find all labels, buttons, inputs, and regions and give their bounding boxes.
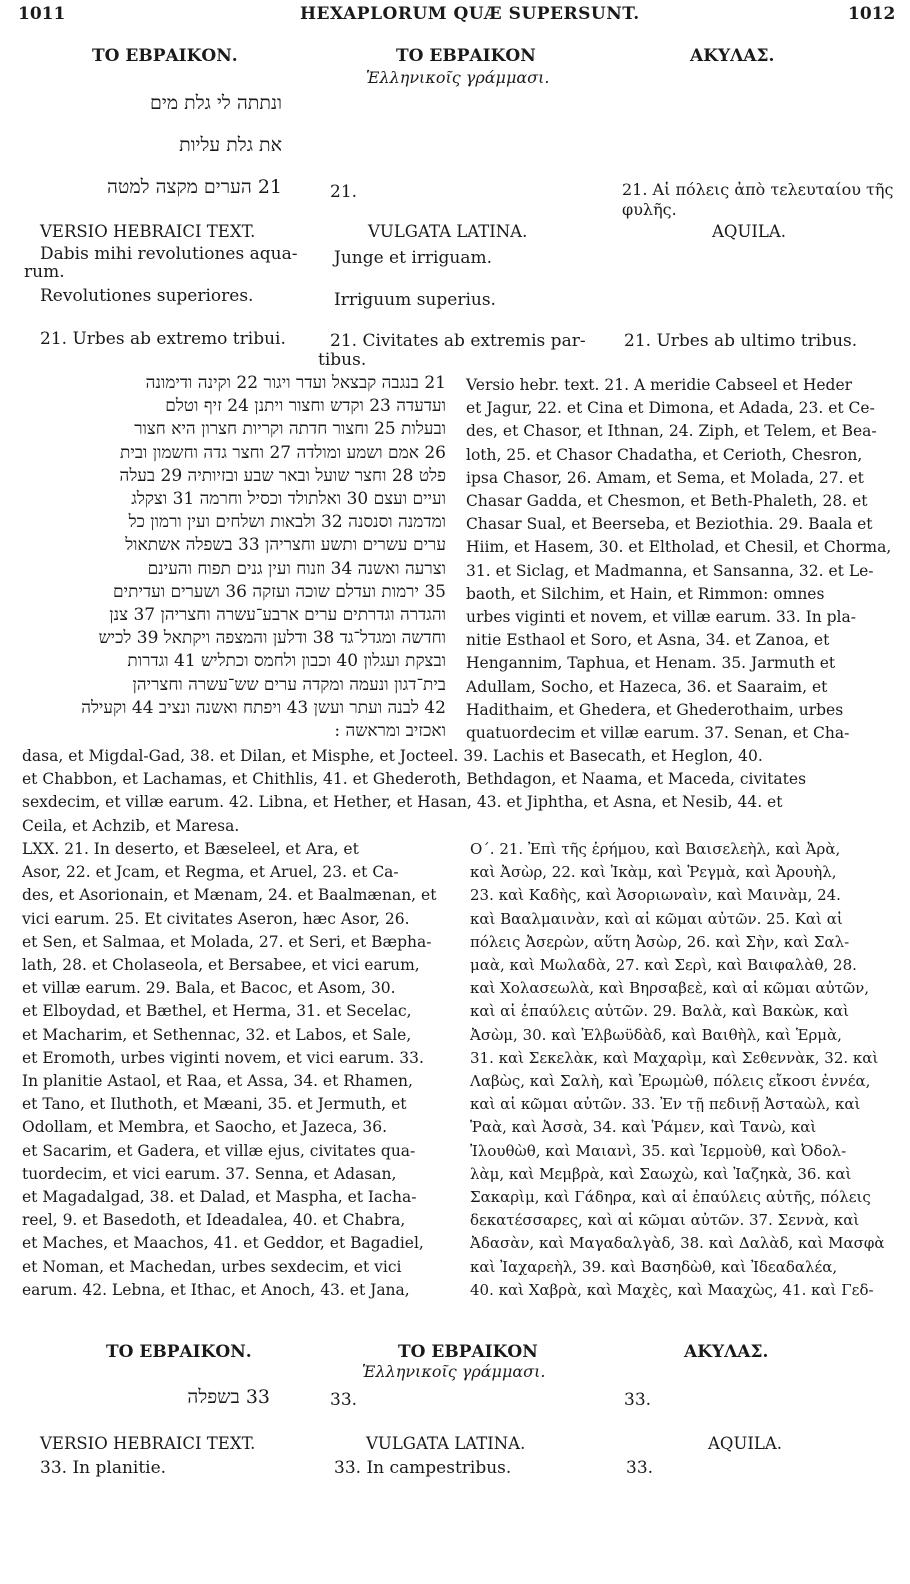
- bottom-hebrew-v33: 33 בשפלה: [187, 1386, 270, 1408]
- hebrew-line-1: ונתתה לי גלת מים: [150, 92, 282, 114]
- versio-line: Chasar Sual, et Beerseba, et Beziothia. 29. Baala et: [466, 515, 873, 534]
- vulgate-3b: tibus.: [318, 350, 367, 370]
- lxx-greek-line: 40. καὶ Χαβρὰ, καὶ Μαχὲς, καὶ Μααχὼς, 41. καὶ Γεδ-: [470, 1280, 874, 1299]
- lxx-latin-line: lath, 28. et Cholaseola, et Bersabee, et vici earum,: [22, 956, 420, 975]
- hebrew-block-line: 42 לבנה ועתר ועשן 43 ויפתח ואשנה ונציב 44 וקעילה: [81, 697, 446, 718]
- hebrew-block-line: ובעלות 25 וחצור חדתה וקריות חצרון היא חצור: [134, 419, 446, 440]
- lxx-greek-line: Σακαρὶμ, καὶ Γάδηρα, καὶ αἱ ἐπαύλεις αὐτῆς, πόλεις: [470, 1188, 871, 1207]
- vulgate-2: Irriguum superius.: [334, 290, 496, 310]
- lxx-greek-line: λὰμ, καὶ Μεμβρὰ, καὶ Σαωχὼ, καὶ Ἰαζηκὰ, 36. καὶ: [470, 1164, 852, 1183]
- lxx-latin-line: earum. 42. Lebna, et Ithac, et Anoch, 43. et Jana,: [22, 1280, 410, 1299]
- latin-hebrew-3: 21. Urbes ab extremo tribui.: [40, 329, 286, 349]
- latin-hebrew-1a: Dabis mihi revolutiones aqua-: [40, 244, 298, 264]
- continuation-line: et Chabbon, et Lachamas, et Chithlis, 41. et Ghederoth, Bethdagon, et Naama, et Maceda, civitates: [22, 770, 807, 789]
- lxx-greek-line: καὶ Βααλμαινὰν, καὶ αἱ κῶμαι αὐτῶν. 25. Καὶ αἱ: [470, 909, 843, 928]
- versio-line: loth, 25. et Chasor Chadatha, et Cerioth, Chesron,: [466, 445, 863, 464]
- hebrew-block-line: בית־דגון ונעמה ומקדה ערים שש־עשרה וחצריהן: [132, 674, 446, 695]
- running-title: HEXAPLORUM QUÆ SUPERSUNT.: [300, 4, 640, 24]
- hebrew-block-line: ומדמנה וסנסנה 32 ולבאות ושלחים ועין ורמון כל: [128, 512, 446, 533]
- lxx-latin-line: reel, 9. et Basedoth, et Ideadalea, 40. et Chabra,: [22, 1211, 406, 1230]
- column-title-hebrew: ΤΟ ΕΒΡΑΙΚΟΝ.: [92, 46, 238, 66]
- versio-line: et Jagur, 22. et Cina et Dimona, et Adada, 23. et Ce-: [466, 399, 875, 418]
- lxx-greek-line: καὶ αἱ κῶμαι αὐτῶν. 33. Ἐν τῇ πεδινῇ Ἀσταὼλ, καὶ: [470, 1095, 861, 1114]
- column-title-aquila: ΑΚΥΛΑΣ.: [690, 46, 775, 66]
- lxx-greek-line: Ἰλουθὼθ, καὶ Μαιανὶ, 35. καὶ Ἰερμοὺθ, καὶ Ὀδολ-: [470, 1141, 847, 1160]
- lxx-latin-line: vici earum. 25. Et civitates Aseron, hæc Asor, 26.: [22, 909, 410, 928]
- bottom-transliteration-v33: 33.: [330, 1390, 358, 1410]
- continuation-line: dasa, et Migdal-Gad, 38. et Dilan, et Misphe, et Jocteel. 39. Lachis et Basecath, et Heglon, 40.: [22, 747, 763, 765]
- versio-line: Adullam, Socho, et Hazeca, 36. et Saaraim, et: [466, 677, 828, 696]
- versio-line: Hengannim, Taphua, et Henam. 35. Jarmuth et: [466, 654, 836, 673]
- hebrew-block-line: 26 אמם ושמע ומולדה 27 וחצר גדה וחשמון ובית: [120, 442, 446, 463]
- aquila-latin-21: 21. Urbes ab ultimo tribus.: [624, 331, 858, 351]
- lxx-greek-line: μαὰ, καὶ Μωλαδὰ, 27. καὶ Σερὶ, καὶ Βαιφαλὰθ, 28.: [470, 956, 857, 975]
- lxx-greek-line: δεκατέσσαρες, καὶ αἱ κῶμαι αὐτῶν. 37. Σεννὰ, καὶ: [470, 1211, 860, 1230]
- versio-line: urbes viginti et novem, et villæ earum. 33. In pla-: [466, 608, 856, 627]
- lxx-latin-line: Asor, 22. et Jcam, et Regma, et Aruel, 23. et Ca-: [22, 863, 399, 882]
- bottom-column-subtitle-transliteration: Ἑλληνικοῖς γράμμασι.: [362, 1362, 546, 1381]
- lxx-latin-line: et Maches, et Maachos, 41. et Geddor, et Bagadiel,: [22, 1234, 424, 1253]
- versio-hebraica-block: [466, 374, 892, 745]
- versio-line: des, et Chasor, et Ithnan, 24. Ziph, et Telem, et Bea-: [466, 422, 877, 441]
- bottom-latin-title-vulgate: VULGATA LATINA.: [366, 1434, 526, 1453]
- lxx-greek-line: Λαβὼς, καὶ Σαλὴ, καὶ Ἐρωμὼθ, πόλεις εἴκοσι ἐννέα,: [470, 1072, 871, 1091]
- lxx-latin-line: et Tano, et Iluthoth, et Mæani, 35. et Jermuth, et: [22, 1095, 407, 1114]
- lxx-latin-line: et Eromoth, urbes viginti novem, et vici earum. 33.: [22, 1048, 424, 1067]
- hebrew-block-line: ועיים ועצם 30 ואלתולד וכסיל וחרמה 31 וצקלג: [131, 489, 446, 510]
- lxx-greek-line: Ῥαὰ, καὶ Ἀσσὰ, 34. καὶ Ῥάμεν, καὶ Τανὼ, καὶ: [470, 1118, 817, 1137]
- latin-hebrew-1b: rum.: [24, 262, 65, 282]
- lxx-greek-block: [470, 838, 890, 1302]
- versio-line: ipsa Chasor, 26. Amam, et Sema, et Molada, 27. et: [466, 468, 864, 487]
- lxx-latin-line: et Elboydad, et Bæthel, et Herma, 31. et Secelac,: [22, 1002, 412, 1021]
- hebrew-block-line: 21 בנגבה קבצאל ועדר ויגור 22 וקינה ודימונה: [145, 373, 446, 393]
- aquila-greek-21b: φυλῆς.: [622, 200, 677, 219]
- versio-line: Chasar Gadda, et Chesmon, et Beth-Phaleth, 28. et: [466, 492, 868, 511]
- versio-continuation-block: [22, 745, 888, 838]
- hebrew-block-line: ערים עשרים ותשע וחצריהן 33 בשפלה אשתאול: [125, 535, 446, 556]
- aquila-greek-21a: 21. Αἱ πόλεις ἀπὸ τελευταίου τῆς: [622, 180, 894, 199]
- hebrew-block-line: ואכזיב ומראשה :: [334, 721, 446, 742]
- lxx-greek-line: καὶ αἱ ἐπαύλεις αὐτῶν. 29. Βαλὰ, καὶ Βακὼκ, καὶ: [470, 1002, 850, 1021]
- latin-title-vulgate: VULGATA LATINA.: [368, 222, 528, 241]
- lxx-greek-line: 31. καὶ Σεκελὰκ, καὶ Μαχαρὶμ, καὶ Σεθεννὰκ, 32. καὶ: [470, 1048, 879, 1067]
- lxx-greek-line: Ἀσὼμ, 30. καὶ Ἐλβωϋδὰδ, καὶ Βαιθὴλ, καὶ Ἑρμὰ,: [470, 1025, 842, 1044]
- vulgate-1: Junge et irriguam.: [334, 248, 492, 268]
- continuation-line: sexdecim, et villæ earum. 42. Libna, et Hether, et Hasan, 43. et Jiphtha, et Asna, et Nesib, 44. et: [22, 793, 783, 812]
- lxx-latin-line: et villæ earum. 29. Bala, et Bacoc, et Asom, 30.: [22, 979, 396, 998]
- hebrew-block-line: ובצקת ועגלון 40 וכבון ולחמס וכתליש 41 וגדרות: [127, 651, 446, 672]
- page-number-left: 1011: [18, 4, 66, 24]
- hebrew-block-line: פלט 28 וחצר שועל ובאר שבע ובזיותיה 29 בעלה: [119, 465, 446, 486]
- bottom-aquila-v33: 33.: [624, 1390, 652, 1410]
- hebrew-block-line: וחדשה ומגדל־גד 38 ודלען והמצפה ויקתאל 39 לכיש: [98, 628, 446, 649]
- vulgate-3a: 21. Civitates ab extremis par-: [330, 331, 586, 351]
- continuation-line: Ceila, et Achzib, et Maresa.: [22, 816, 240, 835]
- column-title-transliteration: ΤΟ ΕΒΡΑΙΚΟΝ: [396, 46, 536, 66]
- lxx-latin-line: et Noman, et Machedan, urbes sexdecim, et vici: [22, 1257, 402, 1276]
- lxx-latin-line: LXX. 21. In deserto, et Bæseleel, et Ara, et: [22, 840, 359, 858]
- lxx-greek-line: 23. καὶ Καδὴς, καὶ Ἀσοριωναὶν, καὶ Μαινὰμ, 24.: [470, 886, 841, 905]
- bottom-vulgate-v33: 33. In campestribus.: [334, 1458, 512, 1478]
- latin-title-hebrew-text: VERSIO HEBRAICI TEXT.: [40, 222, 256, 241]
- versio-line: Versio hebr. text. 21. A meridie Cabseel et Heder: [466, 376, 853, 394]
- hebrew-block-line: ועדעדה 23 וקדש וחצור ויתנן 24 זיף וטלם: [165, 396, 446, 417]
- hebrew-line-2: את גלת עליות: [179, 134, 282, 156]
- hebrew-text-block: [22, 372, 446, 743]
- lxx-latin-block: [22, 838, 452, 1302]
- column-subtitle-transliteration: Ἑλληνικοῖς γράμμασι.: [366, 68, 550, 87]
- versio-line: 31. et Siclag, et Madmanna, et Sansanna, 32. et Le-: [466, 561, 874, 580]
- versio-line: quatuordecim et villæ earum. 37. Senan, et Cha-: [466, 724, 850, 743]
- bottom-latin-title-hebrew-text: VERSIO HEBRAICI TEXT.: [40, 1434, 256, 1453]
- lxx-latin-line: Odollam, et Membra, et Saocho, et Jazeca, 36.: [22, 1118, 388, 1137]
- lxx-latin-line: et Sacarim, et Gadera, et villæ ejus, civitates qua-: [22, 1141, 416, 1160]
- lxx-greek-line: καὶ Χολασεωλὰ, καὶ Βηρσαβεὲ, καὶ αἱ κῶμαι αὐτῶν,: [470, 979, 870, 998]
- lxx-greek-line: καὶ Ἰαχαρεὴλ, 39. καὶ Βασηδὼθ, καὶ Ἰδεαδαλέα,: [470, 1257, 838, 1276]
- page-number-right: 1012: [848, 4, 896, 24]
- hebrew-block-line: 35 ירמות ועדלם שוכה ועזקה 36 ושערים ועדיתים: [113, 581, 446, 602]
- hebrew-line-3: 21 הערים מקצה למטה: [106, 176, 282, 198]
- bottom-latin-hebrew-v33: 33. In planitie.: [40, 1458, 167, 1478]
- bottom-aquila-latin-v33: 33.: [626, 1458, 654, 1478]
- hebrew-block-line: וצרעה ואשנה 34 וזנוח ועין גנים תפוח והעינם: [147, 558, 446, 579]
- lxx-latin-line: tuordecim, et vici earum. 37. Senna, et Adasan,: [22, 1164, 397, 1183]
- hebrew-block-line: והגדרה וגדרתים ערים ארבע־עשרה וחצריהן 37 צנן: [109, 605, 446, 626]
- transliteration-verse-21: 21.: [330, 182, 358, 202]
- lxx-greek-line: πόλεις Ἀσερὼν, αὕτη Ἀσὼρ, 26. καὶ Σὴν, καὶ Σαλ-: [470, 932, 850, 951]
- lxx-latin-line: des, et Asorionain, et Mænam, 24. et Baalmænan, et: [22, 886, 437, 905]
- versio-line: nitie Esthaol et Soro, et Asna, 34. et Zanoa, et: [466, 631, 830, 650]
- lxx-latin-line: et Sen, et Salmaa, et Molada, 27. et Seri, et Bæpha-: [22, 932, 432, 951]
- lxx-greek-line: Ἀδασὰν, καὶ Μαγαδαλγὰδ, 38. καὶ Δαλὰδ, καὶ Μασφὰ: [470, 1234, 885, 1253]
- latin-title-aquila: AQUILA.: [712, 222, 786, 241]
- bottom-column-title-aquila: ΑΚΥΛΑΣ.: [684, 1342, 769, 1362]
- lxx-latin-line: et Macharim, et Sethennac, 32. et Labos, et Sale,: [22, 1025, 412, 1044]
- lxx-latin-line: et Magadalgad, 38. et Dalad, et Maspha, et Iacha-: [22, 1188, 417, 1207]
- versio-line: Hadithaim, et Ghedera, et Ghederothaim, urbes: [466, 700, 844, 719]
- latin-hebrew-2: Revolutiones superiores.: [40, 286, 254, 306]
- lxx-latin-line: In planitie Astaol, et Raa, et Assa, 34. et Rhamen,: [22, 1072, 413, 1091]
- bottom-column-title-transliteration: ΤΟ ΕΒΡΑΙΚΟΝ: [398, 1342, 538, 1362]
- bottom-latin-title-aquila: AQUILA.: [708, 1434, 782, 1453]
- versio-line: baoth, et Silchim, et Hain, et Rimmon: omnes: [466, 584, 825, 603]
- bottom-column-title-hebrew: ΤΟ ΕΒΡΑΙΚΟΝ.: [106, 1342, 252, 1362]
- versio-line: Hiim, et Hasem, 30. et Eltholad, et Chesil, et Chorma,: [466, 538, 892, 557]
- lxx-greek-line: Ο΄. 21. Ἐπὶ τῆς ἐρήμου, καὶ Βαισελεὴλ, καὶ Ἀρὰ,: [470, 840, 841, 858]
- lxx-greek-line: καὶ Ἀσὼρ, 22. καὶ Ἰκὰμ, καὶ Ῥεγμὰ, καὶ Ἀρουὴλ,: [470, 863, 837, 882]
